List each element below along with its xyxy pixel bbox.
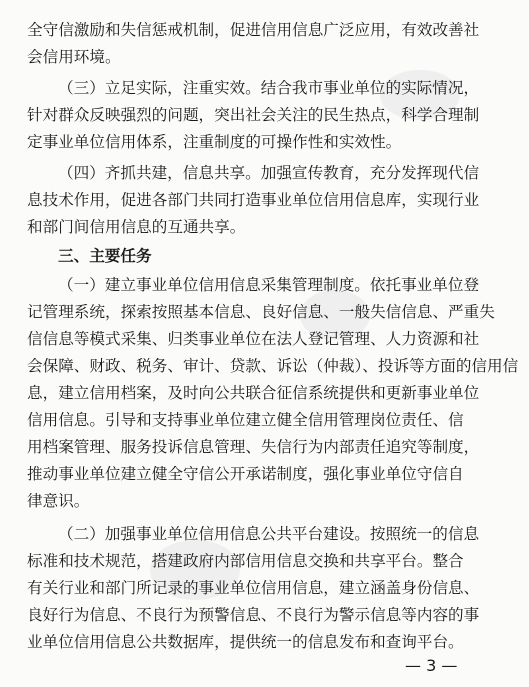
text-line: 会信用环境。 bbox=[27, 48, 121, 66]
text-line: （二）加强事业单位信用信息公共平台建设。按照统一的信息 bbox=[58, 525, 480, 543]
text-line: 会保障、财政、税务、审计、贷款、诉讼（仲裁）、投诉等方面的信用信 bbox=[27, 357, 519, 375]
text-line: （四）齐抓共建，信息共享。加强宣传教育，充分发挥现代信 bbox=[58, 164, 480, 182]
text-line: 推动事业单位建立健全守信公开承诺制度，强化事业单位守信自 bbox=[27, 465, 464, 483]
text-line: 针对群众反映强烈的问题，突出社会关注的民生热点，科学合理制 bbox=[27, 106, 480, 124]
text-line: （一）建立事业单位信用信息采集管理制度。依托事业单位登 bbox=[58, 276, 480, 294]
text-line: 律意识。 bbox=[27, 492, 90, 510]
section-heading: 三、主要任务 bbox=[58, 247, 152, 265]
text-line: 业单位信用信息公共数据库，提供统一的信息发布和查询平台。 bbox=[27, 633, 464, 651]
text-line: 信用信息。引导和支持事业单位建立健全信用管理岗位责任、信 bbox=[27, 411, 464, 429]
text-line: 有关行业和部门所记录的事业单位信用信息，建立涵盖身份信息、 bbox=[27, 579, 480, 597]
text-line: 定事业单位信用体系，注重制度的可操作性和实效性。 bbox=[27, 133, 402, 151]
text-line: 良好行为信息、不良行为预警信息、不良行为警示信息等内容的事 bbox=[27, 606, 480, 624]
text-line: （三）立足实际，注重实效。结合我市事业单位的实际情况， bbox=[58, 79, 480, 97]
text-line: 全守信激励和失信惩戒机制，促进信用信息广泛应用，有效改善社 bbox=[27, 21, 480, 39]
text-line: 记管理系统，探索按照基本信息、良好信息、一般失信信息、严重失 bbox=[27, 303, 495, 321]
text-line: 信信息等模式采集、归类事业单位在法人登记管理、人力资源和社 bbox=[27, 330, 480, 348]
text-line: 标准和技术规范，搭建政府内部信用信息交换和共享平台。整合 bbox=[27, 552, 464, 570]
text-line: 息技术作用，促进各部门共同打造事业单位信用信息库，实现行业 bbox=[27, 191, 480, 209]
text-line: 和部门间信用信息的互通共享。 bbox=[27, 218, 246, 236]
page-number: — 3 — bbox=[405, 656, 458, 675]
text-line: 用档案管理、服务投诉信息管理、失信行为内部责任追究等制度， bbox=[27, 438, 480, 456]
text-line: 息，建立信用档案，及时向公共联合征信系统提供和更新事业单位 bbox=[27, 384, 480, 402]
